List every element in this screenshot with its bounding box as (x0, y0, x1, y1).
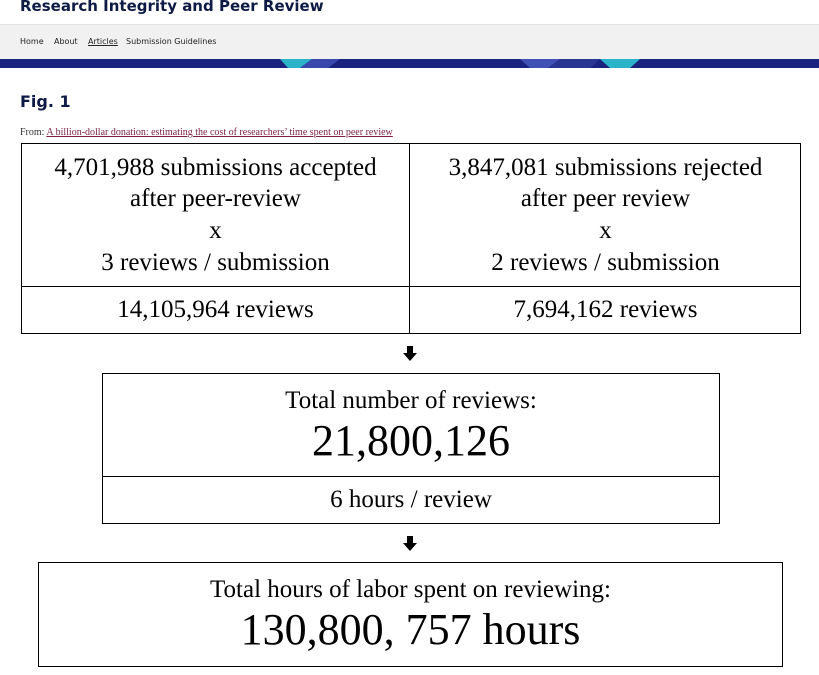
total-reviews-value: 21,800,126 (312, 415, 510, 465)
nav-articles-link[interactable]: Articles (88, 37, 118, 46)
rejected-submissions-cell (410, 146, 801, 284)
from-prefix: From: (20, 127, 45, 138)
down-arrow-icon (402, 346, 418, 362)
total-reviews-label: Total number of reviews: (285, 386, 537, 414)
total-hours-cell (38, 565, 783, 664)
total-hours-value: 130,800, 757 hours (240, 605, 581, 655)
total-reviews-divider (102, 476, 720, 477)
down-arrow-icon (402, 536, 418, 552)
accepted-submissions-cell (21, 146, 410, 284)
nav-home-link[interactable]: Home (20, 37, 44, 46)
rejected-qualifier: after peer review (520, 185, 691, 213)
accepted-review-rate: 3 reviews / submission (101, 248, 330, 276)
nav-submission-guidelines-link[interactable]: Submission Guidelines (126, 37, 217, 46)
total-reviews-cell (102, 376, 720, 474)
source-article-link[interactable]: A billion-dollar donation: estimating the cost of researchers’ time spent on peer review (46, 127, 393, 138)
hours-per-review-cell (102, 478, 720, 522)
rejected-reviews-value: 7,694,162 reviews (513, 296, 698, 324)
multiply-symbol: x (599, 217, 612, 244)
nav-about-link[interactable]: About (54, 37, 78, 46)
accepted-reviews-result (21, 287, 410, 333)
accepted-reviews-value: 14,105,964 reviews (117, 296, 314, 324)
accepted-count: 4,701,988 submissions accepted (54, 153, 377, 181)
rejected-reviews-result (410, 287, 801, 333)
site-title[interactable]: Research Integrity and Peer Review (20, 0, 324, 15)
rejected-count: 3,847,081 submissions rejected (448, 153, 763, 181)
multiply-symbol: x (209, 217, 222, 244)
figure-label: Fig. 1 (20, 92, 71, 111)
accepted-qualifier: after peer-review (130, 185, 301, 213)
figure-source-line (20, 127, 393, 138)
rejected-review-rate: 2 reviews / submission (491, 248, 720, 276)
total-hours-label: Total hours of labor spent on reviewing: (210, 576, 611, 604)
top-navigation (0, 24, 819, 61)
hours-per-review: 6 hours / review (330, 486, 492, 514)
decorative-banner (0, 59, 819, 68)
